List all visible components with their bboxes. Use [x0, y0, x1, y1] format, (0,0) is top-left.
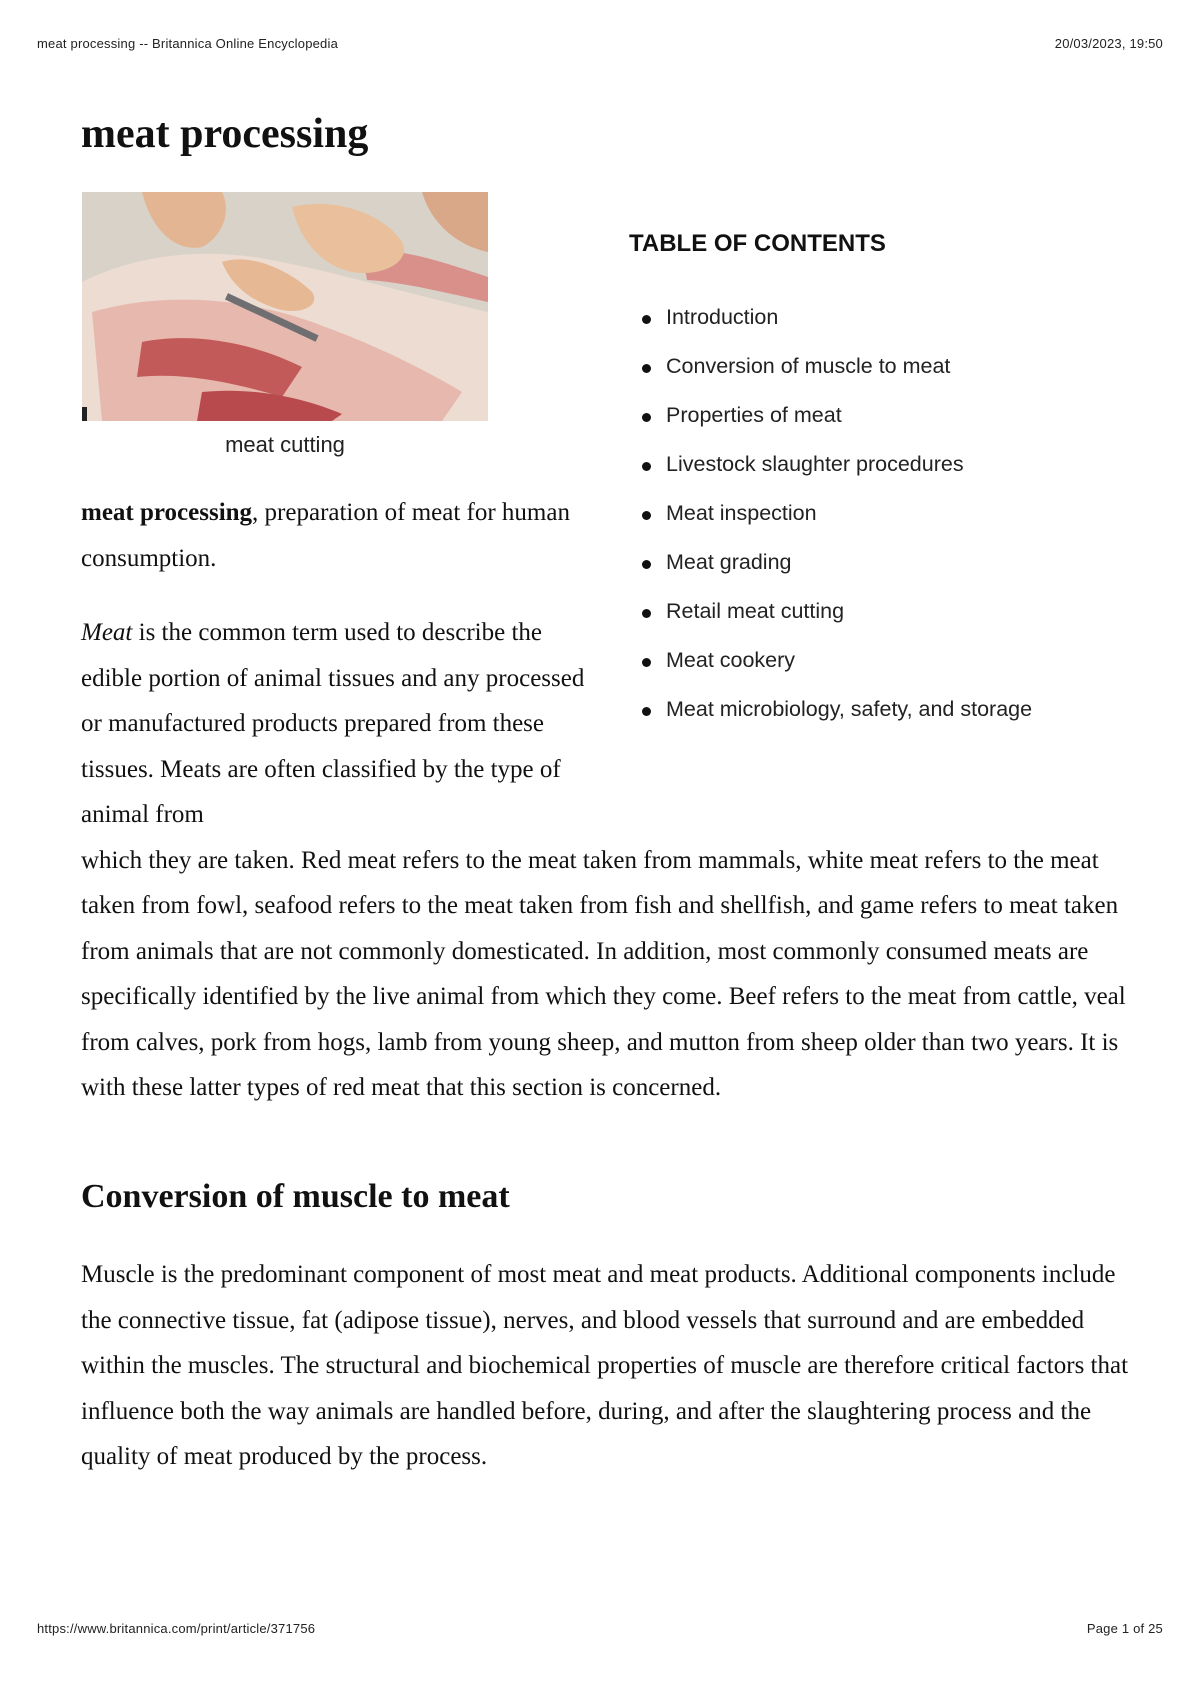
print-header — [37, 36, 1163, 51]
meat-text-wide: which they are taken. Red meat refers to the meat taken from mammals, white meat refers to the meat taken from fowl, seafood refers to the meat taken from fish and shellfish, and game refers to meat taken from animals that are not commonly domesticated. In addition, most commonly consumed meats are specifically identified by the live animal from which they come. Beef refers to the meat from cattle, veal from calves, pork from hogs, lamb from young sheep, and mutton from sheep older than two years. It is with these latter types of red meat that this section is concerned. — [81, 846, 1126, 1101]
toc-item-cookery[interactable]: Meat cookery — [666, 648, 1032, 697]
toc-item-conversion[interactable]: Conversion of muscle to meat — [666, 354, 1032, 403]
toc-item-microbiology[interactable]: Meat microbiology, safety, and storage — [666, 697, 1032, 746]
section-paragraph: Muscle is the predominant component of most meat and meat products. Additional components include the connective tissue, fat (adipose tissue), nerves, and blood vessels that surround and are embedded within the muscles. The structural and biochemical properties of muscle are therefore critical factors that influence both the way animals are handled before, during, and after the slaughtering process and the quality of meat produced by the process. — [81, 1261, 1129, 1470]
section-heading: Conversion of muscle to meat — [81, 1178, 510, 1215]
meat-text-narrow: is the common term used to describe the edible portion of animal tissues and any processed or manufactured products prepared from these tissues. Meats are often classified by the type of animal from — [81, 619, 585, 828]
toc-item-inspection[interactable]: Meat inspection — [666, 501, 1032, 550]
image-caption: meat cutting — [225, 432, 345, 457]
footer-page-number: Page 1 of 25 — [1086, 1621, 1163, 1636]
toc-heading: TABLE OF CONTENTS — [629, 230, 886, 257]
meat-term: Meat — [81, 619, 133, 646]
toc-item-slaughter[interactable]: Livestock slaughter procedures — [666, 452, 1032, 501]
header-timestamp: 20/03/2023, 19:50 — [1054, 36, 1163, 51]
intro-paragraph — [81, 490, 601, 581]
toc-item-retail-cutting[interactable]: Retail meat cutting — [666, 599, 1032, 648]
article-title: meat processing — [81, 111, 369, 157]
header-page-title: meat processing -- Britannica Online Encyclopedia — [37, 36, 338, 51]
paragraph-narrow-part — [81, 610, 601, 838]
meat-definition-paragraph — [81, 610, 1131, 1111]
toc-item-properties[interactable]: Properties of meat — [666, 403, 1032, 452]
print-footer — [37, 1621, 1163, 1636]
meat-cutting-image — [82, 192, 488, 421]
intro-term: meat processing — [81, 499, 253, 526]
meat-cutting-photo — [82, 192, 488, 421]
footer-url: https://www.britannica.com/print/article/371756 — [37, 1621, 316, 1636]
toc-item-introduction[interactable]: Introduction — [666, 305, 1032, 354]
toc-item-grading[interactable]: Meat grading — [666, 550, 1032, 599]
intro-definition: , preparation of meat for human consumption. — [81, 499, 570, 572]
